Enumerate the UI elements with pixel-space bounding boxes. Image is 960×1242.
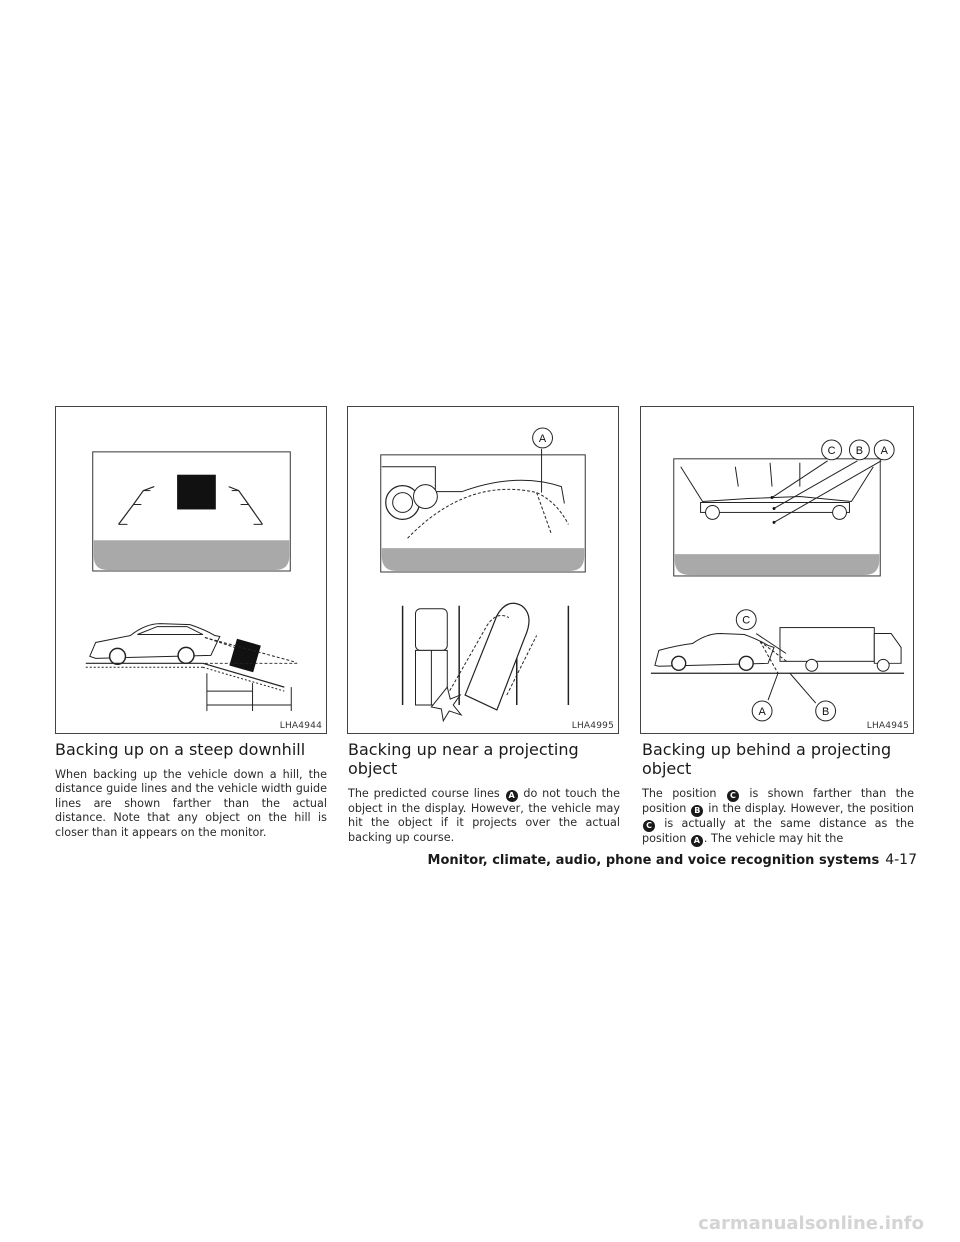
figure-behind-projecting-object bbox=[640, 406, 914, 734]
callout-b-side: B bbox=[822, 705, 830, 718]
section-heading: Backing up behind a projecting object bbox=[642, 740, 892, 778]
body-text: The predicted course lines bbox=[348, 787, 500, 800]
watermark: carmanualsonline.info bbox=[698, 1213, 924, 1234]
marker-c-icon: C bbox=[727, 790, 739, 802]
figure-projecting-object bbox=[347, 406, 619, 734]
marker-a-icon: A bbox=[691, 835, 703, 847]
monitor-view bbox=[93, 452, 291, 571]
page-number: 4-17 bbox=[885, 852, 917, 868]
side-view bbox=[86, 624, 299, 711]
parking-top-view bbox=[403, 603, 569, 721]
section-body bbox=[642, 787, 914, 847]
section-behind-projecting-object bbox=[642, 740, 914, 847]
body-text: is shown farther than the position bbox=[642, 787, 915, 815]
figure-code: LHA4944 bbox=[279, 721, 322, 731]
body-text: in the display. However, the position bbox=[708, 802, 915, 815]
section-heading: Backing up near a projecting object bbox=[348, 740, 579, 778]
section-projecting-object bbox=[348, 740, 620, 845]
body-text: The position bbox=[642, 787, 717, 800]
obstacle-on-slope bbox=[229, 639, 261, 673]
callout-b-top: B bbox=[855, 444, 864, 457]
callout-a-top: A bbox=[880, 444, 888, 457]
section-body bbox=[348, 787, 620, 845]
side-view bbox=[651, 628, 904, 703]
footer-section-title: Monitor, climate, audio, phone and voice recognition systems bbox=[427, 853, 880, 868]
section-steep-downhill bbox=[55, 740, 327, 840]
callout-c-side: C bbox=[742, 614, 751, 627]
steep-downhill-illustration bbox=[56, 407, 326, 733]
marker-b-icon: B bbox=[691, 805, 703, 817]
behind-projecting-object-illustration bbox=[641, 407, 913, 733]
figure-code: LHA4995 bbox=[571, 721, 614, 731]
obstacle-box bbox=[177, 475, 216, 510]
page-footer bbox=[428, 852, 917, 868]
body-text: is actually at the same distance as the position bbox=[642, 817, 914, 845]
projecting-object-illustration bbox=[348, 407, 618, 733]
section-heading: Backing up on a steep downhill bbox=[55, 740, 306, 759]
marker-a-icon: A bbox=[506, 790, 518, 802]
figure-steep-downhill bbox=[55, 406, 327, 734]
callout-a-side: A bbox=[758, 705, 766, 718]
marker-c-icon: C bbox=[643, 820, 655, 832]
callout-c-top: C bbox=[827, 444, 836, 457]
body-text: . The vehicle may hit the bbox=[703, 832, 844, 845]
section-body: When backing up the vehicle down a hill, the distance guide lines and the vehicle width guide lines are shown farther than the actual distance. Note that any object on the hill is closer than it appears on the monitor. bbox=[55, 768, 327, 839]
body-text: do not touch the object in the display. However, the vehicle may hit the object if it projects over the actual backing up course. bbox=[348, 787, 620, 844]
callout-a: A bbox=[538, 432, 547, 445]
monitor-view bbox=[381, 449, 585, 572]
monitor-view bbox=[674, 459, 881, 576]
figure-code: LHA4945 bbox=[866, 721, 909, 731]
